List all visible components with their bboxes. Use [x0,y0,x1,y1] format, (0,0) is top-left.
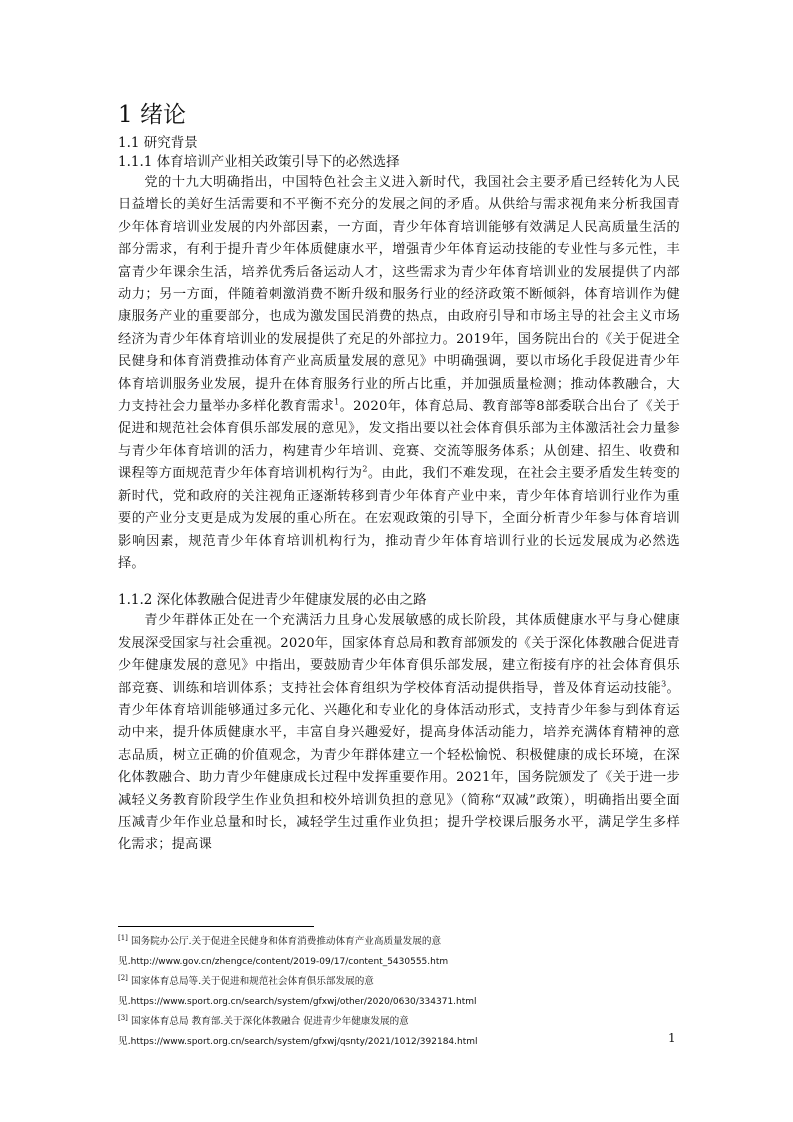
paper-page [118,96,680,857]
section-title: 1.1 研究背景 [118,135,198,151]
paragraph-2: 青少年群体正处在一个充满活力且身心发展敏感的成长阶段，其体质健康水平与身心健康发展深受国家与社会重视。2020年，国家体育总局和教育部颁发的《关于深化体教融合促进青少年健康发展的意见》中指出，要鼓励青少年体育俱乐部发展，建立衔接有序的社会体育俱乐部竞赛、训练和培训体系；支持社会体育组织为学校体育活动提供指导，普及体育运动技能$^3$。青少年体育培训能够通过多元化、兴趣化和专业化的身体活动形式，支持青少年参与到体育运动中来，提升体质健康水平，丰富自身兴趣爱好，提高身体活动能力，培养充满体育精神的意志品质，树立正确的价值观念，为青少年群体建立一个轻松愉悦、积极健康的成长环境，在深化体教融合、助力青少年健康成长过程中发挥重要作用。2021年，国务院颁发了《关于进一步减轻义务教育阶段学生作业负担和校外培训负担的意见》（简称“双减”政策），明确指出要全面压减青少年作业总量和时长，减轻学生过重作业负担；提升学校课后服务水平，满足学生多样化需求；提高课 [118,613,680,853]
footnote-2: [2] 国家体育总局等.关于促进和规范社会体育俱乐部发展的意 [118,974,374,988]
footnote-divider [118,926,314,927]
footnote-ref-2: 2 [362,464,368,474]
footnote-3: [3] 国家体育总局 教育部.关于深化体教融合 促进青少年健康发展的意 [118,1014,409,1028]
footnote-ref-1: 1 [334,397,340,407]
footnote-1-url: 见.http://www.gov.cn/zhengce/content/2019-09/17/content_5430555.htm [118,955,449,967]
page-number: 1 [668,1031,676,1045]
footnote-2-url: 见.https://www.sport.org.cn/search/system/gfxwj/other/2020/0630/334371.html [118,995,477,1007]
footnote-3-url: 见.https://www.sport.org.cn/search/system/gfxwj/qsnty/2021/1012/392184.html [118,1035,478,1047]
paragraph-1: 党的十九大明确指出，中国特色社会主义进入新时代，我国社会主要矛盾已经转化为人民日益增长的美好生活需要和不平衡不充分的发展之间的矛盾。从供给与需求视角来分析我国青少年体育培训业发展的内外部因素，一方面，青少年体育培训能够有效满足人民高质量生活的部分需求，有利于提升青少年体质健康水平，增强青少年体育运动技能的专业性与多元性，丰富青少年课余生活，培养优秀后备运动人才，这些需求为青少年体育培训业的发展提供了内部动力；另一方面，伴随着刺激消费不断升级和服务行业的经济政策不断倾斜，体育培训作为健康服务产业的重要部分，也成为激发国民消费的热点，由政府引导和市场主导的社会主义市场经济为青少年体育培训业的发展提供了充足的外部拉力。2019年，国务院出台的《关于促进全民健身和体育消费推动体育产业高质量发展的意见》中明确强调，要以市场化手段促进青少年体育培训服务业发展，提升在体育服务行业的所占比重，并加强质量检测；推动体教融合，大力支持社会力量举办多样化教育需求$^1$。2020年，体育总局、教育部等8部委联合出台了《关于促进和规范社会体育俱乐部发展的意见》，发文指出要以社会体育俱乐部为主体激活社会力量参与青少年体育培训的活力，构建青少年培训、竞赛、交流等服务体系；从创建、招生、收费和课程等方面规范青少年体育培训机构行为$^2$。由此，我们不难发现，在社会主要矛盾发生转变的新时代，党和政府的关注视角正逐渐转移到青少年体育产业中来，青少年体育培训行业作为重要的产业分支更是成为发展的重心所在。在宏观政策的引导下，全面分析青少年参与体育培训影响因素，规范青少年体育培训机构行为，推动青少年体育培训行业的长远发展成为必然选择。 [118,175,681,571]
footnote-ref-3: 3 [661,679,667,689]
footnotes [118,932,680,1053]
subsection-title-2: 1.1.2 深化体教融合促进青少年健康发展的必由之路 [118,592,427,609]
footnote-1: [1] 国务院办公厅.关于促进全民健身和体育消费推动体育产业高质量发展的意 [118,933,442,947]
subsection-title-1: 1.1.1 体育培训产业相关政策引导下的必然选择 [118,154,400,170]
chapter-title: 1 绪论 [118,102,186,128]
